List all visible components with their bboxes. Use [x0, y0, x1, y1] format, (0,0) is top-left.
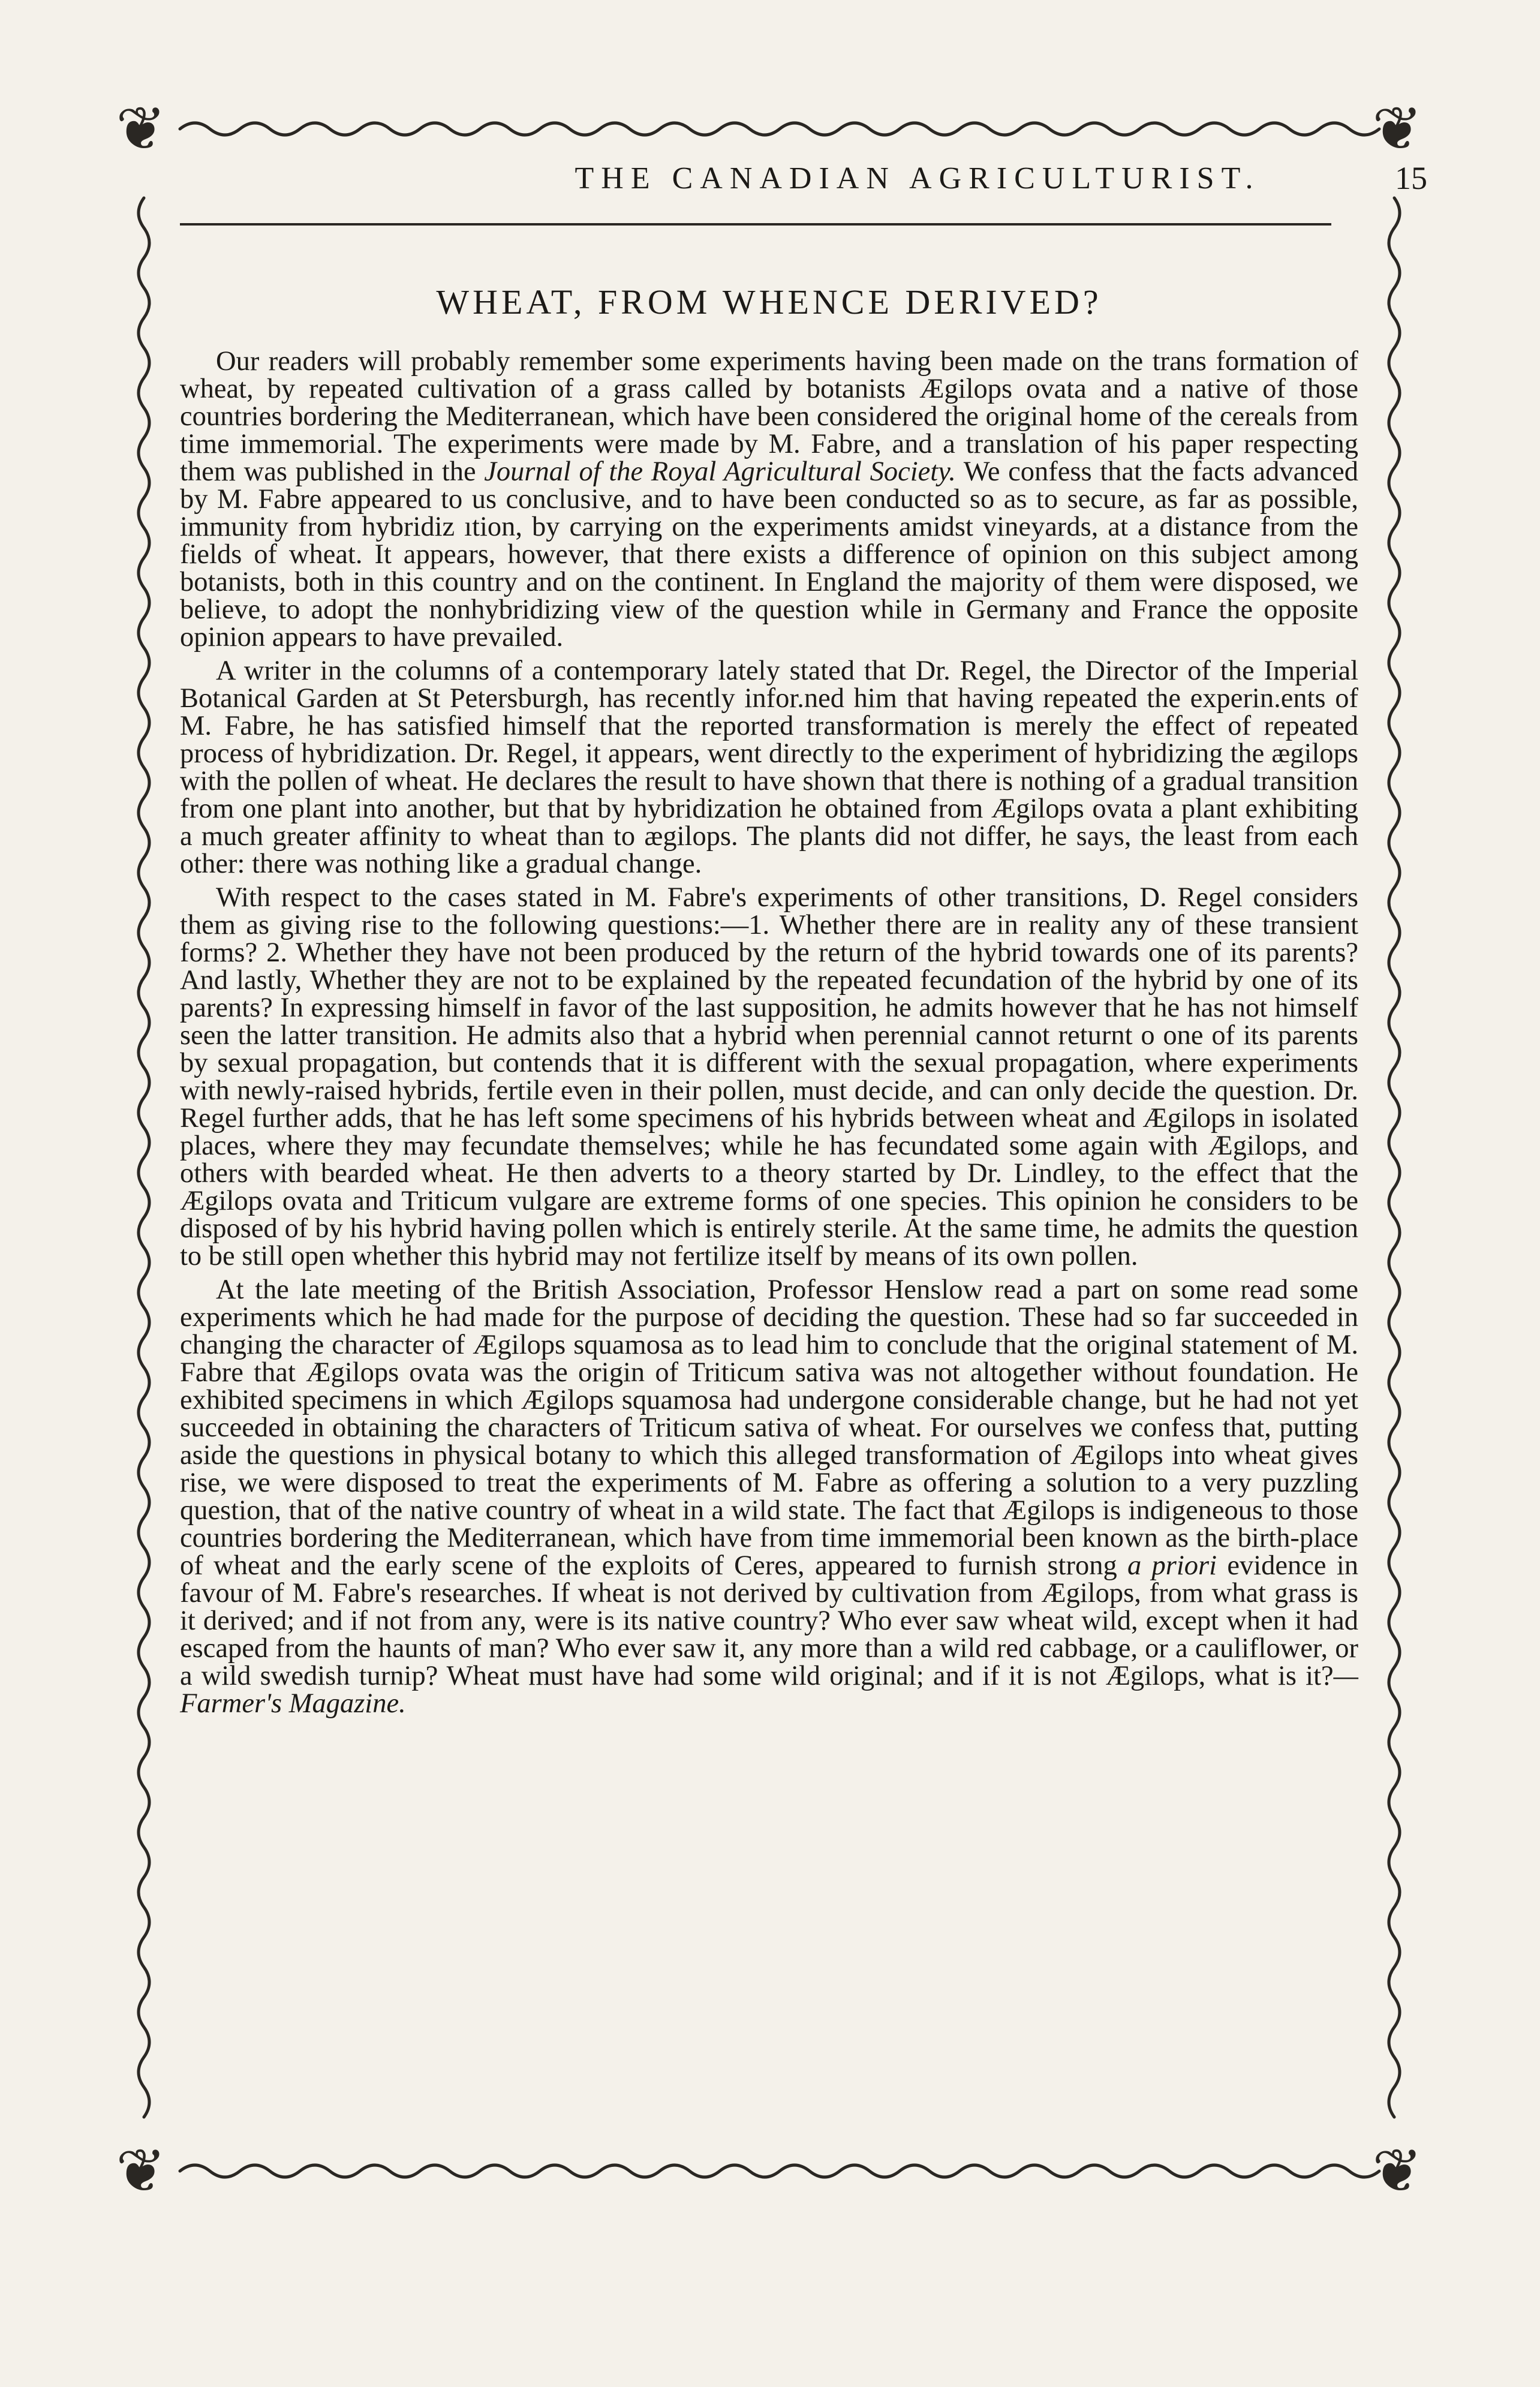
corner-ornament-top-left: ❦ — [116, 94, 166, 164]
paragraph-2: A writer in the columns of a contemporary lately stated that Dr. Regel, the Director of the Imperial Botanical Garden at St Petersburgh, has recently infor.ned him that having repeated the experin.ents of M. Fabre, he has satisfied himself that the reported transformation is merely the effect of repeated process of hybridization. Dr. Regel, it appears, went directly to the experiment of hybridizing the ægilops with the pollen of wheat. He declares the result to have shown that there is nothing of a gradual transition from one plant into another, but that by hybridization he obtained from Ægilops ovata a plant exhibiting a much greater affinity to wheat than to ægilops. The plants did not differ, he says, the least from each other: there was nothing like a gradual change. — [180, 656, 1358, 879]
running-head: THE CANADIAN AGRICULTURIST. — [575, 161, 1261, 196]
article-title: WHEAT, FROM WHENCE DERIVED? — [436, 282, 1102, 321]
paragraph-4-text-b: evidence in favour of M. Fabre's researches. If wheat is not derived by cultivation from Ægilops, from what grass is it derived; and if not from any, were is its native country? Who ever saw wheat wild, except when it had escaped from the haunts of man? Who ever saw it, any more than a wild red cabbage, or a cauliflower, or a wild swedish turnip? Wheat must have had some wild original; and if it is not Ægilops, what is it? — [180, 1550, 1358, 1691]
paragraph-4 — [180, 1276, 1358, 1718]
paragraph-1 — [180, 348, 1358, 651]
corner-ornament-top-right: ❦ — [1372, 94, 1422, 164]
paragraph-4-text-a: At the late meeting of the British Association, Professor Henslow read a part on some read some experiments which he had made for the purpose of deciding the question. These had so far succeeded in changing the character of Ægilops squamosa as to lead him to conclude that the original statement of M. Fabre that Ægilops ovata was the origin of Triticum sativa was not altogether without foundation. He exhibited specimens in which Ægilops squamosa had undergone considerable change, but he had not yet succeeded in obtaining the characters of Triticum sativa of wheat. For ourselves we confess that, putting aside the questions in physical botany to which this alleged transformation of Ægilops into wheat gives rise, we were disposed to treat the experiments of M. Fabre as offering a solution to a very puzzling question, that of the native country of wheat in a wild state. The fact that Ægilops is indigeneous to those countries bordering the Mediterranean, which have from time immemorial been known as the birth-place of wheat and the early scene of the exploits of Ceres, appeared to furnish strong — [180, 1274, 1358, 1581]
border-right-vine — [1389, 198, 1400, 2117]
source-citation: —Farmer's Magazine. — [180, 1661, 1358, 1719]
a-priori-phrase: a priori — [1127, 1550, 1217, 1581]
journal-citation: Journal of the Royal Agricultural Society. — [484, 456, 956, 487]
paragraph-1-text-a: Our readers will probably remember some experiments having been made on the trans formation of wheat, by repeated cultivation of a grass called by botanists Ægilops ovata and a native of those countries bordering the Mediterranean, which have been considered the original home of the cereals from time immemorial. The experiments were made by M. Fabre, and a translation of his paper respecting them was published in the — [180, 346, 1358, 487]
header-rule — [180, 223, 1331, 226]
paragraph-3: With respect to the cases stated in M. Fabre's experiments of other transitions, D. Regel considers them as giving rise to the following questions:—1. Whether there are in reality any of these transient forms? 2. Whether they have not been produced by the return of the hybrid towards one of its parents? And lastly, Whether they are not to be explained by the repeated fecundation of the hybrid by one of its parents? In expressing himself in favor of the last supposition, he admits however that he has not himself seen the latter transition. He admits also that a hybrid when perennial cannot returnt o one of its parents by sexual propagation, but contends that it is different with the sexual propagation, where experiments with newly-raised hybrids, fertile even in their pollen, must decide, and can only decide the question. Dr. Regel further adds, that he has left some specimens of his hybrids between wheat and Ægilops in isolated places, where they may fecundate themselves; while he has fecundated some again with Ægilops, and others with bearded wheat. He then adverts to a theory started by Dr. Lindley, to the effect that the Ægilops ovata and Triticum vulgare are extreme forms of one species. This opinion he considers to be disposed of by his hybrid having pollen which is entirely sterile. At the same time, he admits the question to be still open whether this hybrid may not fertilize itself by means of its own pollen. — [180, 882, 1358, 1271]
article-body — [180, 348, 1358, 1724]
border-bottom-vine — [180, 2165, 1379, 2177]
border-left-vine — [139, 198, 149, 2117]
corner-ornament-bottom-left: ❦ — [116, 2136, 166, 2206]
page-number: 15 — [1395, 160, 1427, 196]
corner-ornament-bottom-right: ❦ — [1372, 2136, 1422, 2206]
paragraph-1-text-b: We confess that the facts advanced by M. Fabre appeared to us conclusive, and to have been conducted so as to secure, as far as possible, immunity from hybridiz ıtion, by carrying on the experiments amidst vineyards, at a distance from the fields of wheat. It appears, however, that there exists a difference of opinion on this subject among botanists, both in this country and on the continent. In England the majority of them were disposed, we believe, to adopt the nonhybridizing view of the question while in Germany and France the opposite opinion appears to have prevailed. — [180, 456, 1359, 653]
border-top-vine — [180, 123, 1379, 135]
